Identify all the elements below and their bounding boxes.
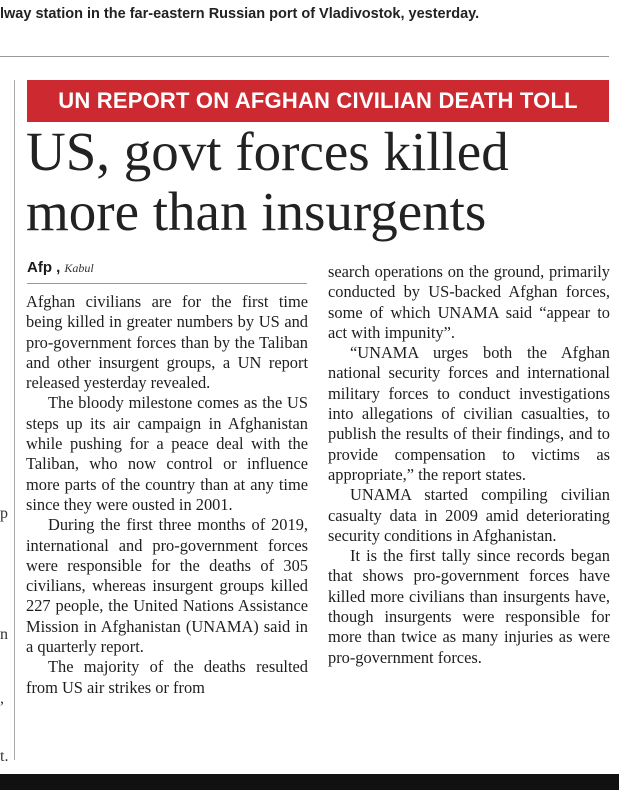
paragraph: search operations on the ground, primarily conducted by US-backed Afghan forces, some of which UNAMA said “appear to act with impunity”. <box>328 262 610 342</box>
article-column-2 <box>328 262 610 668</box>
byline-agency: Afp , <box>27 259 61 276</box>
paragraph: Afghan civilians are for the first time being killed in greater numbers by US and pro-government forces than by the Taliban and other insurgent groups, a UN report released yesterday revealed. <box>26 292 308 393</box>
paragraph: “UNAMA urges both the Afghan national security forces and international military forces to conduct investigations into allegations of civilian casualties, to publish the results of their findings, and to provide compensation to victims as appropriate,” the report states. <box>328 343 610 484</box>
paragraph: UNAMA started compiling civilian casualty data in 2009 amid deteriorating security conditions in Afghanistan. <box>328 485 610 545</box>
byline-divider <box>27 283 307 284</box>
adjacent-article-fragment: p <box>0 505 8 522</box>
byline-dateline: Kabul <box>64 261 94 275</box>
adjacent-article-fragment: t. <box>0 748 9 765</box>
paragraph: The bloody milestone comes as the US steps up its air campaign in Afghanistan while pushing for a peace deal with the Taliban, who now control or influence more parts of the country than at any time since they were ousted in 2001. <box>26 393 308 514</box>
article-column-1 <box>26 292 308 698</box>
headline-line-2: more than insurgents <box>26 181 487 242</box>
photo-caption: lway station in the far-eastern Russian port of Vladivostok, yesterday. <box>0 6 480 22</box>
paragraph: The majority of the deaths resulted from US air strikes or from <box>26 657 308 697</box>
bottom-edge-bar <box>0 774 619 790</box>
adjacent-article-fragment: n <box>0 626 8 643</box>
paragraph: During the first three months of 2019, international and pro-government forces were responsible for the deaths of 305 civilians, whereas insurgent groups killed 227 people, the United Nations Assistance Mission in Afghanistan (UNAMA) said in a quarterly report. <box>26 515 308 657</box>
byline <box>27 259 94 276</box>
headline <box>26 122 616 242</box>
headline-line-1: US, govt forces killed <box>26 121 509 182</box>
column-divider <box>14 80 15 760</box>
paragraph: It is the first tally since records began that shows pro-government forces have killed more civilians than insurgents have, though insurgents were responsible for more than twice as many injuries as were pro-government forces. <box>328 546 610 667</box>
top-divider <box>0 56 609 57</box>
kicker-banner: UN REPORT ON AFGHAN CIVILIAN DEATH TOLL <box>27 80 609 122</box>
adjacent-article-fragment: , <box>0 690 4 707</box>
